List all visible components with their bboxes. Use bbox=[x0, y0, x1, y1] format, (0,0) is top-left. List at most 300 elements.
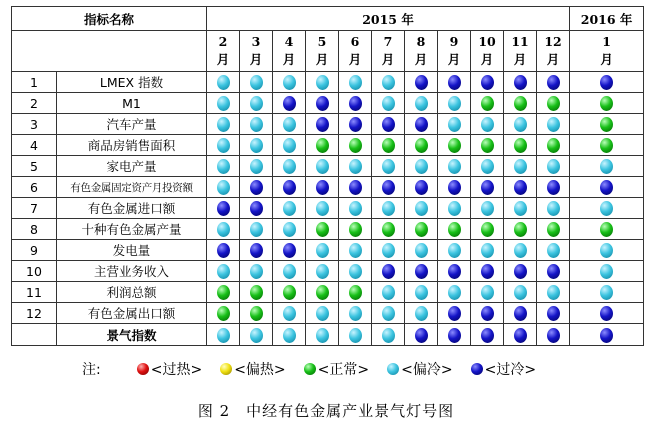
row-number: 12 bbox=[12, 303, 57, 324]
signal-light-cold bbox=[415, 306, 428, 321]
signal-cell bbox=[240, 93, 273, 114]
indicator-name: 发电量 bbox=[57, 240, 207, 261]
signal-light-cold bbox=[349, 159, 362, 174]
signal-cell bbox=[504, 93, 537, 114]
row-number: 6 bbox=[12, 177, 57, 198]
indicator-name-header: 指标名称 bbox=[12, 7, 207, 31]
signal-cell bbox=[438, 93, 471, 114]
signal-light-cold bbox=[382, 96, 395, 111]
signal-light-normal bbox=[600, 96, 613, 111]
signal-light-cold bbox=[283, 264, 296, 279]
month-unit: 月 bbox=[249, 52, 263, 67]
signal-cell bbox=[207, 198, 240, 219]
signal-light-cold bbox=[481, 285, 494, 300]
signal-cell bbox=[207, 240, 240, 261]
signal-light-overcold bbox=[349, 180, 362, 195]
signal-light-normal bbox=[600, 117, 613, 132]
signal-light-cold bbox=[283, 117, 296, 132]
header-row-months bbox=[12, 31, 644, 72]
signal-cell bbox=[339, 72, 372, 93]
signal-light-overcold bbox=[316, 117, 329, 132]
month-header bbox=[570, 31, 644, 72]
signal-light-normal bbox=[217, 285, 230, 300]
signal-light-cold bbox=[349, 75, 362, 90]
signal-light-cold bbox=[217, 138, 230, 153]
signal-light-overcold bbox=[514, 180, 527, 195]
indicator-name: 商品房销售面积 bbox=[57, 135, 207, 156]
signal-light-overcold bbox=[415, 328, 428, 343]
row-number: 4 bbox=[12, 135, 57, 156]
signal-light-cold bbox=[250, 96, 263, 111]
signal-light-cold bbox=[250, 264, 263, 279]
signal-cell bbox=[570, 282, 644, 303]
month-number: 5 bbox=[317, 34, 327, 49]
signal-light-cold bbox=[415, 96, 428, 111]
signal-light-overcold bbox=[250, 243, 263, 258]
signal-light-overcold bbox=[514, 306, 527, 321]
signal-cell bbox=[537, 240, 570, 261]
indicator-name: 有色金属出口额 bbox=[57, 303, 207, 324]
signal-light-cold bbox=[316, 159, 329, 174]
signal-light-cold bbox=[250, 222, 263, 237]
signal-light-overcold bbox=[217, 201, 230, 216]
signal-cell bbox=[207, 114, 240, 135]
indicator-row bbox=[12, 114, 644, 135]
month-header bbox=[438, 31, 471, 72]
signal-cell bbox=[273, 93, 306, 114]
signal-cell bbox=[372, 114, 405, 135]
signal-cell bbox=[438, 156, 471, 177]
signal-cell bbox=[240, 135, 273, 156]
month-header bbox=[372, 31, 405, 72]
legend-items bbox=[137, 359, 554, 379]
indicator-name: 十种有色金属产量 bbox=[57, 219, 207, 240]
signal-cell bbox=[438, 114, 471, 135]
month-unit: 月 bbox=[381, 52, 395, 67]
indicator-row bbox=[12, 198, 644, 219]
signal-cell bbox=[273, 135, 306, 156]
legend-label: <正常> bbox=[317, 362, 370, 378]
signal-light-cold bbox=[217, 328, 230, 343]
signal-light-cold bbox=[250, 117, 263, 132]
signal-cell bbox=[405, 240, 438, 261]
signal-cell bbox=[471, 219, 504, 240]
signal-cell bbox=[570, 198, 644, 219]
signal-cell bbox=[273, 198, 306, 219]
month-number: 10 bbox=[478, 34, 496, 49]
signal-cell bbox=[504, 114, 537, 135]
row-number: 9 bbox=[12, 240, 57, 261]
signal-light-normal bbox=[316, 222, 329, 237]
signal-light-normal bbox=[316, 138, 329, 153]
signal-cell bbox=[504, 261, 537, 282]
signal-light-overcold bbox=[547, 328, 560, 343]
legend-light-normal bbox=[304, 363, 316, 375]
row-number: 2 bbox=[12, 93, 57, 114]
signal-light-overcold bbox=[382, 117, 395, 132]
signal-light-overcold bbox=[316, 96, 329, 111]
signal-light-cold bbox=[382, 328, 395, 343]
signal-light-overcold bbox=[448, 75, 461, 90]
signal-light-cold bbox=[382, 243, 395, 258]
signal-light-cold bbox=[283, 201, 296, 216]
indicator-row bbox=[12, 135, 644, 156]
indicator-name: 主营业务收入 bbox=[57, 261, 207, 282]
legend bbox=[82, 359, 554, 379]
signal-cell bbox=[306, 114, 339, 135]
indicator-name: 景气指数 bbox=[57, 324, 207, 346]
indicator-row bbox=[12, 177, 644, 198]
signal-light-overcold bbox=[448, 180, 461, 195]
signal-light-overcold bbox=[217, 243, 230, 258]
signal-cell bbox=[207, 177, 240, 198]
signal-light-overcold bbox=[250, 201, 263, 216]
signal-cell bbox=[537, 261, 570, 282]
signal-cell bbox=[240, 324, 273, 346]
signal-cell bbox=[537, 72, 570, 93]
signal-cell bbox=[207, 303, 240, 324]
indicator-name: M1 bbox=[57, 93, 207, 114]
signal-cell bbox=[339, 261, 372, 282]
signal-cell bbox=[438, 72, 471, 93]
row-number bbox=[12, 324, 57, 346]
signal-light-cold bbox=[382, 159, 395, 174]
month-number: 2 bbox=[218, 34, 228, 49]
signal-cell bbox=[207, 261, 240, 282]
signal-light-overcold bbox=[382, 180, 395, 195]
legend-light-cold bbox=[387, 363, 399, 375]
indicator-name: LMEX 指数 bbox=[57, 72, 207, 93]
signal-cell bbox=[207, 135, 240, 156]
signal-light-cold bbox=[283, 75, 296, 90]
signal-cell bbox=[570, 177, 644, 198]
signal-light-overcold bbox=[600, 180, 613, 195]
signal-cell bbox=[471, 282, 504, 303]
signal-cell bbox=[306, 240, 339, 261]
signal-light-overcold bbox=[316, 180, 329, 195]
signal-cell bbox=[240, 240, 273, 261]
signal-light-overcold bbox=[547, 180, 560, 195]
signal-light-cold bbox=[547, 117, 560, 132]
signal-cell bbox=[405, 303, 438, 324]
signal-cell bbox=[339, 135, 372, 156]
signal-cell bbox=[471, 198, 504, 219]
signal-cell bbox=[339, 198, 372, 219]
signal-cell bbox=[273, 177, 306, 198]
signal-light-normal bbox=[481, 222, 494, 237]
signal-light-cold bbox=[600, 159, 613, 174]
year-2016-header: 2016 年 bbox=[570, 7, 644, 31]
signal-light-cold bbox=[217, 96, 230, 111]
signal-cell bbox=[372, 135, 405, 156]
signal-light-overcold bbox=[283, 243, 296, 258]
signal-light-overcold bbox=[600, 75, 613, 90]
signal-light-cold bbox=[217, 117, 230, 132]
signal-cell bbox=[537, 156, 570, 177]
signal-cell bbox=[471, 240, 504, 261]
signal-light-overcold bbox=[283, 180, 296, 195]
signal-cell bbox=[504, 219, 537, 240]
signal-cell bbox=[471, 303, 504, 324]
signal-light-overcold bbox=[415, 117, 428, 132]
month-unit: 月 bbox=[216, 52, 230, 67]
indicator-row bbox=[12, 156, 644, 177]
signal-light-cold bbox=[316, 264, 329, 279]
signal-cell bbox=[372, 219, 405, 240]
signal-light-overcold bbox=[448, 328, 461, 343]
signal-cell bbox=[240, 303, 273, 324]
month-unit: 月 bbox=[282, 52, 296, 67]
signal-cell bbox=[405, 72, 438, 93]
signal-cell bbox=[372, 198, 405, 219]
signal-cell bbox=[438, 135, 471, 156]
signal-cell bbox=[273, 114, 306, 135]
signal-cell bbox=[471, 114, 504, 135]
legend-item-hot bbox=[137, 359, 202, 379]
signal-light-cold bbox=[448, 96, 461, 111]
signal-light-cold bbox=[514, 159, 527, 174]
signal-cell bbox=[306, 72, 339, 93]
signal-cell bbox=[306, 156, 339, 177]
signal-cell bbox=[207, 324, 240, 346]
indicator-row bbox=[12, 219, 644, 240]
legend-item-cold bbox=[387, 359, 452, 379]
signal-light-cold bbox=[217, 222, 230, 237]
signal-cell bbox=[339, 282, 372, 303]
signal-cell bbox=[405, 282, 438, 303]
indicator-row bbox=[12, 261, 644, 282]
signal-light-cold bbox=[316, 306, 329, 321]
signal-cell bbox=[438, 177, 471, 198]
signal-cell bbox=[339, 177, 372, 198]
signal-light-cold bbox=[349, 328, 362, 343]
signal-cell bbox=[240, 261, 273, 282]
signal-cell bbox=[504, 282, 537, 303]
signal-cell bbox=[240, 156, 273, 177]
signal-cell bbox=[570, 261, 644, 282]
month-header bbox=[471, 31, 504, 72]
signal-light-normal bbox=[481, 96, 494, 111]
signal-light-overcold bbox=[481, 75, 494, 90]
signal-cell bbox=[438, 198, 471, 219]
signal-cell bbox=[207, 93, 240, 114]
signal-cell bbox=[537, 219, 570, 240]
signal-cell bbox=[372, 303, 405, 324]
signal-cell bbox=[306, 198, 339, 219]
signal-cell bbox=[471, 324, 504, 346]
signal-light-overcold bbox=[547, 264, 560, 279]
header-row-years bbox=[12, 7, 644, 31]
signal-cell bbox=[405, 177, 438, 198]
signal-light-overcold bbox=[481, 180, 494, 195]
signal-light-overcold bbox=[415, 75, 428, 90]
signal-cell bbox=[372, 72, 405, 93]
signal-cell bbox=[471, 93, 504, 114]
signal-light-overcold bbox=[547, 75, 560, 90]
signal-light-overcold bbox=[349, 96, 362, 111]
signal-light-cold bbox=[448, 285, 461, 300]
year-2015-header: 2015 年 bbox=[207, 7, 570, 31]
signal-light-cold bbox=[415, 159, 428, 174]
legend-label: <过冷> bbox=[484, 362, 537, 378]
month-unit: 月 bbox=[513, 52, 527, 67]
signal-light-cold bbox=[481, 201, 494, 216]
signal-light-cold bbox=[217, 75, 230, 90]
month-number: 4 bbox=[284, 34, 294, 49]
signal-cell bbox=[504, 198, 537, 219]
month-number: 8 bbox=[416, 34, 426, 49]
signal-cell bbox=[372, 324, 405, 346]
signal-cell bbox=[372, 261, 405, 282]
month-header bbox=[537, 31, 570, 72]
signal-light-cold bbox=[283, 222, 296, 237]
signal-light-cold bbox=[547, 243, 560, 258]
signal-cell bbox=[570, 303, 644, 324]
signal-light-overcold bbox=[600, 328, 613, 343]
signal-cell bbox=[504, 72, 537, 93]
legend-item-normal bbox=[304, 359, 369, 379]
signal-cell bbox=[405, 198, 438, 219]
signal-light-normal bbox=[382, 222, 395, 237]
row-number: 10 bbox=[12, 261, 57, 282]
signal-light-normal bbox=[349, 138, 362, 153]
signal-cell bbox=[306, 93, 339, 114]
signal-cell bbox=[240, 198, 273, 219]
signal-light-normal bbox=[382, 138, 395, 153]
signal-light-normal bbox=[547, 138, 560, 153]
signal-light-cold bbox=[514, 201, 527, 216]
signal-light-cold bbox=[250, 138, 263, 153]
signal-light-cold bbox=[481, 243, 494, 258]
indicator-name: 利润总额 bbox=[57, 282, 207, 303]
signal-cell bbox=[405, 324, 438, 346]
signal-light-overcold bbox=[283, 96, 296, 111]
legend-item-overcold bbox=[471, 359, 536, 379]
signal-light-overcold bbox=[448, 264, 461, 279]
signal-cell bbox=[306, 261, 339, 282]
signal-cell bbox=[438, 282, 471, 303]
signal-cell bbox=[504, 240, 537, 261]
indicator-name: 汽车产量 bbox=[57, 114, 207, 135]
signal-light-normal bbox=[448, 138, 461, 153]
signal-light-cold bbox=[217, 180, 230, 195]
signal-light-cold bbox=[250, 75, 263, 90]
signal-light-overcold bbox=[600, 306, 613, 321]
signal-light-overcold bbox=[448, 306, 461, 321]
signal-light-cold bbox=[415, 285, 428, 300]
row-number: 5 bbox=[12, 156, 57, 177]
signal-light-cold bbox=[547, 159, 560, 174]
signal-cell bbox=[339, 240, 372, 261]
signal-light-normal bbox=[316, 285, 329, 300]
signal-cell bbox=[306, 282, 339, 303]
signal-cell bbox=[240, 177, 273, 198]
signal-cell bbox=[240, 114, 273, 135]
row-number: 3 bbox=[12, 114, 57, 135]
legend-light-overcold bbox=[471, 363, 483, 375]
signal-cell bbox=[570, 93, 644, 114]
signal-light-normal bbox=[514, 222, 527, 237]
signal-cell bbox=[273, 240, 306, 261]
signal-light-cold bbox=[349, 201, 362, 216]
legend-light-warm bbox=[220, 363, 232, 375]
legend-label: <偏冷> bbox=[401, 362, 453, 378]
signal-light-normal bbox=[514, 138, 527, 153]
signal-light-cold bbox=[481, 159, 494, 174]
month-header bbox=[240, 31, 273, 72]
signal-cell bbox=[570, 219, 644, 240]
legend-label: <过热> bbox=[150, 362, 203, 378]
signal-light-cold bbox=[382, 285, 395, 300]
signal-light-cold bbox=[600, 285, 613, 300]
signal-cell bbox=[207, 282, 240, 303]
indicator-row bbox=[12, 303, 644, 324]
signal-light-cold bbox=[514, 285, 527, 300]
signal-light-normal bbox=[448, 222, 461, 237]
signal-cell bbox=[504, 177, 537, 198]
signal-light-overcold bbox=[415, 180, 428, 195]
signal-cell bbox=[207, 156, 240, 177]
month-header bbox=[207, 31, 240, 72]
signal-cell bbox=[405, 156, 438, 177]
signal-light-overcold bbox=[250, 180, 263, 195]
indicator-row bbox=[12, 72, 644, 93]
month-number: 1 bbox=[602, 34, 611, 49]
signal-light-cold bbox=[217, 264, 230, 279]
signal-cell bbox=[471, 177, 504, 198]
month-unit: 月 bbox=[315, 52, 329, 67]
signal-light-overcold bbox=[481, 264, 494, 279]
signal-table-container bbox=[11, 6, 643, 346]
month-unit: 月 bbox=[600, 52, 613, 67]
indicator-row bbox=[12, 240, 644, 261]
signal-light-cold bbox=[448, 159, 461, 174]
signal-light-cold bbox=[448, 117, 461, 132]
signal-cell bbox=[207, 219, 240, 240]
signal-light-normal bbox=[514, 96, 527, 111]
signal-light-cold bbox=[316, 75, 329, 90]
signal-cell bbox=[537, 198, 570, 219]
signal-cell bbox=[471, 135, 504, 156]
signal-cell bbox=[372, 282, 405, 303]
signal-cell bbox=[273, 324, 306, 346]
signal-light-cold bbox=[600, 243, 613, 258]
signal-light-overcold bbox=[382, 264, 395, 279]
signal-cell bbox=[339, 324, 372, 346]
signal-cell bbox=[570, 240, 644, 261]
month-header bbox=[339, 31, 372, 72]
signal-light-cold bbox=[283, 159, 296, 174]
signal-light-overcold bbox=[514, 264, 527, 279]
signal-cell bbox=[339, 156, 372, 177]
signal-light-cold bbox=[349, 243, 362, 258]
signal-cell bbox=[240, 72, 273, 93]
signal-cell bbox=[339, 219, 372, 240]
signal-cell bbox=[372, 177, 405, 198]
row-number: 8 bbox=[12, 219, 57, 240]
signal-light-overcold bbox=[349, 117, 362, 132]
signal-light-normal bbox=[547, 222, 560, 237]
signal-light-normal bbox=[415, 138, 428, 153]
signal-light-cold bbox=[415, 201, 428, 216]
signal-light-normal bbox=[547, 96, 560, 111]
signal-cell bbox=[372, 93, 405, 114]
signal-light-cold bbox=[600, 264, 613, 279]
signal-cell bbox=[405, 93, 438, 114]
signal-cell bbox=[306, 324, 339, 346]
signal-cell bbox=[570, 156, 644, 177]
indicator-row bbox=[12, 282, 644, 303]
